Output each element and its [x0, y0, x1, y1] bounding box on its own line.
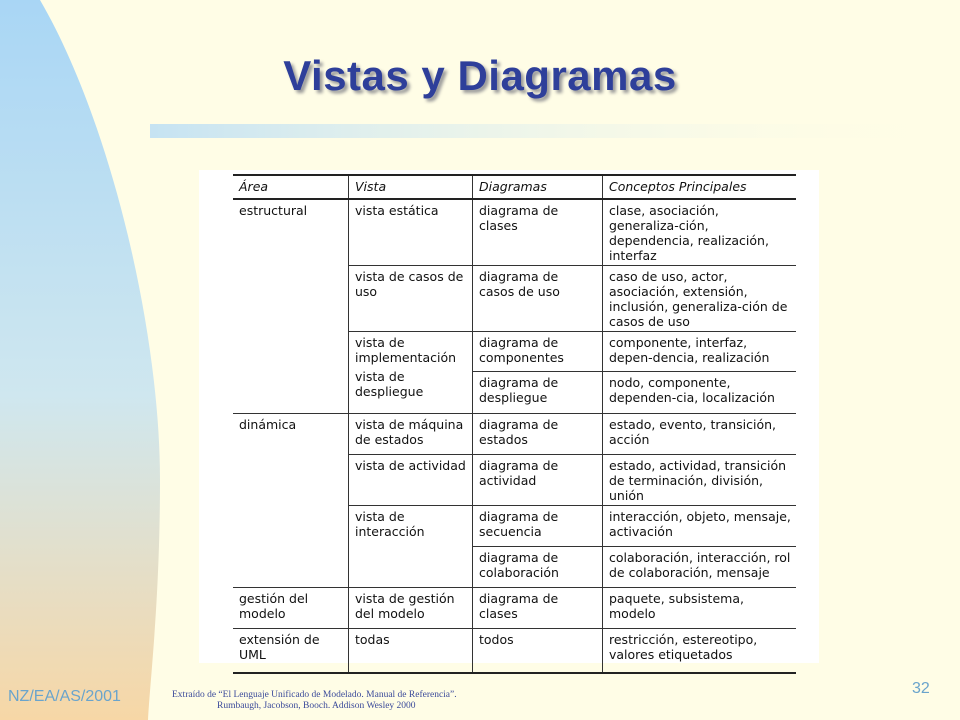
cell-vista: vista estática: [349, 199, 473, 266]
table-row: [233, 547, 796, 588]
cell-area: extensión de UML: [233, 629, 349, 673]
title-underline-glow: [150, 124, 960, 138]
cell-conceptos: caso de uso, actor, asociación, extensión, inclusión, generaliza-ción de casos de uso: [603, 266, 797, 332]
cell-diagrama: diagrama de colaboración: [473, 547, 603, 588]
cell-area: [233, 372, 349, 414]
citation-line-1: Extraído de “El Lenguaje Unificado de Modelado. Manual de Referencia”.: [172, 690, 457, 700]
source-citation: [172, 690, 512, 712]
cell-area: [233, 455, 349, 506]
cell-area: estructural: [239, 203, 308, 218]
table-row: [233, 506, 796, 547]
cell-conceptos: paquete, subsistema, modelo: [603, 588, 797, 629]
cell-diagrama: todos: [473, 629, 603, 673]
table-header-row: [233, 175, 796, 199]
cell-area: [233, 266, 349, 332]
table-row: [233, 199, 796, 266]
cell-conceptos: componente, interfaz, depen-dencia, realización: [603, 332, 797, 372]
cell-vista: vista de interacción: [349, 506, 473, 588]
cell-diagrama: diagrama de clases: [473, 199, 603, 266]
table-row: [233, 588, 796, 629]
cell-vista: vista de implementación: [355, 335, 457, 365]
views-diagrams-table: [233, 174, 796, 674]
cell-area: [233, 547, 349, 588]
cell-conceptos: clase, asociación, generaliza-ción, dependencia, realización, interfaz: [603, 199, 797, 266]
citation-line-2: Rumbaugh, Jacobson, Booch. Addison Wesley 2000: [217, 701, 416, 711]
cell-vista: vista de máquina de estados: [349, 414, 473, 455]
cell-conceptos: colaboración, interacción, rol de colaboración, mensaje: [603, 547, 797, 588]
cell-conceptos: interacción, objeto, mensaje, activación: [603, 506, 797, 547]
cell-vista: vista de actividad: [349, 455, 473, 506]
cell-area: gestión del modelo: [233, 588, 349, 629]
table-row: [233, 414, 796, 455]
header-conceptos: Conceptos Principales: [603, 175, 797, 199]
cell-vista: todas: [349, 629, 473, 673]
table-row: [233, 629, 796, 673]
table-row: [233, 266, 796, 332]
cell-conceptos: estado, evento, transición, acción: [603, 414, 797, 455]
page-title: Vistas y Diagramas: [283, 52, 677, 99]
cell-diagrama: diagrama de componentes: [473, 332, 603, 372]
header-vista: Vista: [349, 175, 473, 199]
cell-vista: vista de casos de uso: [349, 266, 473, 332]
cell-conceptos: nodo, componente, dependen-cia, localización: [603, 372, 797, 414]
cell-diagrama: diagrama de secuencia: [473, 506, 603, 547]
cell-vista: vista de despliegue: [355, 369, 424, 399]
cell-area: dinámica: [233, 414, 349, 455]
table-row: [233, 372, 796, 414]
cell-area: [233, 506, 349, 547]
cell-vista-impl-despl: [349, 332, 473, 414]
cell-conceptos: restricción, estereotipo, valores etiquetados: [603, 629, 797, 673]
cell-diagrama: diagrama de clases: [473, 588, 603, 629]
cell-diagrama: diagrama de estados: [473, 414, 603, 455]
table-row: [233, 455, 796, 506]
header-area: Área: [233, 175, 349, 199]
cell-diagrama: diagrama de despliegue: [473, 372, 603, 414]
cell-vista: vista de gestión del modelo: [349, 588, 473, 629]
footer-course-code: NZ/EA/AS/2001: [8, 688, 121, 705]
table-row: [233, 332, 796, 372]
cell-conceptos: estado, actividad, transición de terminación, división, unión: [603, 455, 797, 506]
header-diagramas: Diagramas: [473, 175, 603, 199]
page-number: 32: [912, 680, 930, 697]
cell-diagrama: diagrama de casos de uso: [473, 266, 603, 332]
cell-diagrama: diagrama de actividad: [473, 455, 603, 506]
cell-area: [233, 332, 349, 372]
